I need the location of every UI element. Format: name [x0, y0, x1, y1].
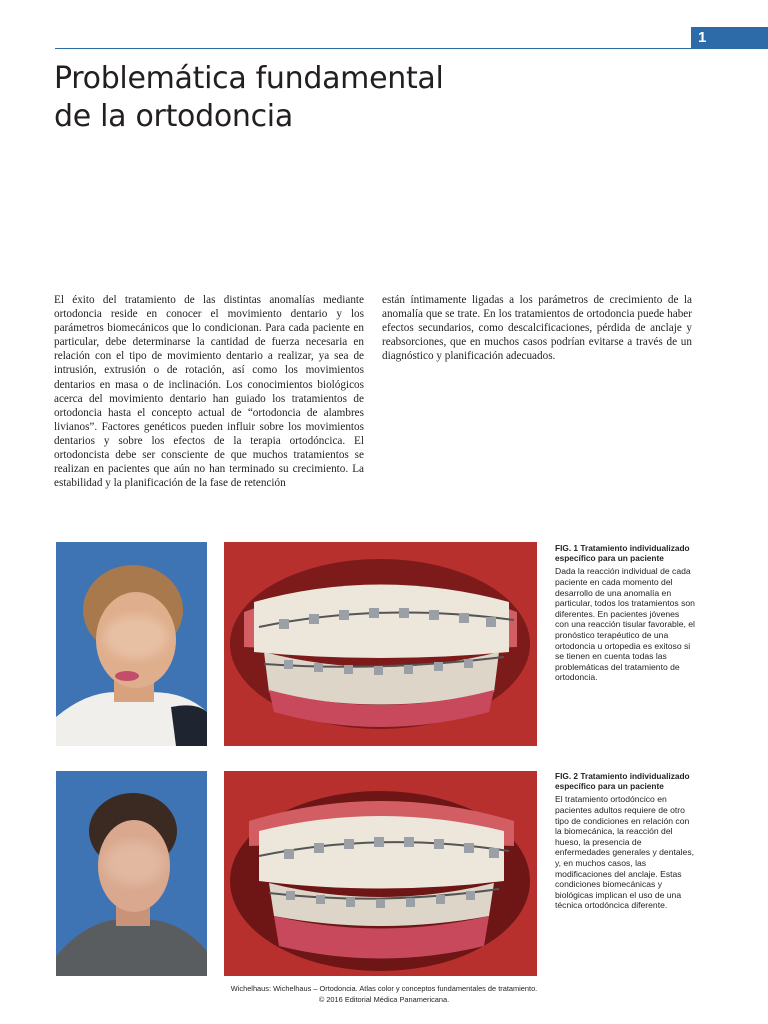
fig1-intraoral-photo — [224, 542, 537, 746]
fig1-caption-title: FIG. 1 Tratamiento individualizado específico para un paciente — [555, 543, 690, 564]
fig2-caption — [555, 771, 695, 911]
fig2-portrait-image — [56, 771, 207, 976]
header-rule — [55, 48, 691, 49]
fig2-caption-text: El tratamiento ortodóncico en pacientes adultos requiere de otro tipo de condiciones en relación con la biomecánica, la reacción del hueso, la presencia de enfermedades generales y dentales, y, en muchos casos, las modificaciones del anclaje. Estas condiciones biomecánicas y biológicas implican el uso de una técnica ortodóncica diferente. — [555, 794, 695, 911]
body-text-right-column: están íntimamente ligadas a los parámetros de crecimiento de la anomalía que se trate. En los tratamientos de ortodoncia puede haber efectos secundarios, como descalcificaciones, pérdida de anclaje y reabsorciones, que en muchos casos podrían evitarse a través de un diagnóstico y planificación adecuados. — [382, 294, 692, 363]
chapter-number: 1 — [698, 29, 707, 46]
page-title — [54, 60, 444, 136]
fig2-intraoral-image — [224, 771, 537, 976]
footer-citation: Wichelhaus: Wichelhaus – Ortodoncia. Atlas color y conceptos fundamentales de tratamiento. — [230, 984, 538, 993]
title-line-2: de la ortodoncia — [54, 99, 293, 134]
chapter-number-tab — [691, 27, 768, 49]
footer-copyright: © 2016 Editorial Médica Panamericana. — [318, 995, 450, 1004]
fig1-caption-text: Dada la reacción individual de cada paciente en cada momento del desarrollo de una anomalía en particular, todos los tratamientos son diferentes. En pacientes jóvenes con una reacción tisular favorable, el pronóstico terapéutico de una ortodoncia u ortopedia es exitoso si se tienen en cuenta todas las problemáticas del tratamiento de ortodoncia. — [555, 566, 695, 683]
fig2-portrait-photo — [56, 771, 207, 976]
fig2-intraoral-photo — [224, 771, 537, 976]
body-text-left-column: El éxito del tratamiento de las distintas anomalías mediante ortodoncia reside en conocer el movimiento dentario y los parámetros biomecánicos que lo condicionan. Para cada paciente en particular, debe determinarse la cantidad de fuerza necesaria en relación con el tipo de movimiento dentario a realizar, ya sea de intrusión, extrusión o de rotación, así como los movimientos dentarios en masa o de inclinación. Los conocimientos biológicos acerca del movimiento dentario han guiado los tratamientos de ortodoncia hasta el concepto actual de “ortodoncia de alambres livianos”. Factores genéticos pueden influir sobre los movimientos dentarios y sobre los efectos de la terapia ortodóncica. El ortodoncista debe ser consciente de que muchos tratamientos se realizan en pacientes que aún no han terminado su crecimiento. La estabilidad y la planificación de la fase de retención — [54, 294, 364, 490]
page-footer — [0, 983, 768, 1005]
fig1-caption — [555, 543, 695, 683]
fig2-caption-title: FIG. 2 Tratamiento individualizado específico para un paciente — [555, 771, 690, 792]
title-line-1: Problemática fundamental — [54, 61, 444, 96]
fig1-intraoral-image — [224, 542, 537, 746]
fig1-portrait-photo — [56, 542, 207, 746]
fig1-portrait-image — [56, 542, 207, 746]
